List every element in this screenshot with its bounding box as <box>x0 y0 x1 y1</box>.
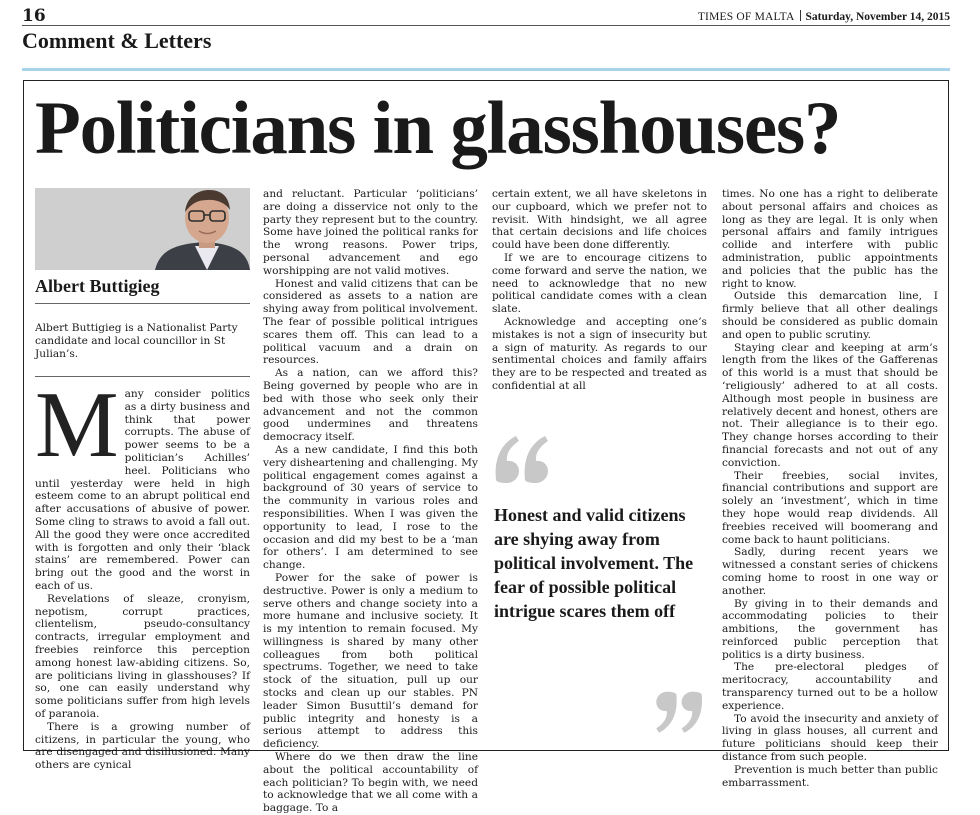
paragraph: Revelations of sleaze, cronyism, nepotism, corrupt practices, clientelism, pseudo-consultancy contracts, irregular employment and freebies reinforce this perception among honest law-abiding citizens. So, are politicians living in glasshouses? If so, one can easily understand why some politicians suffer from high levels of paranoia. <box>35 592 250 720</box>
section-accent-line <box>22 68 950 71</box>
paragraph: certain extent, we all have skeletons in our cupboard, which we prefer not to revisit. With hindsight, we all agree that certain decisions and life choices could have been done differently. <box>492 188 707 252</box>
paragraph: Power for the sake of power is destructive. Power is only a medium to serve others and change society into a more humane and inclusive society. It is my intention to remain focused. My willingness is shared by many other colleagues from both political spectrums. Together, we need to take stock of the situation, pull up our stocks and clean up our stables. PN leader Simon Busuttil’s demand for public integrity and honesty is a serious attempt to address this deficiency. <box>263 571 478 751</box>
paragraph: times. No one has a right to deliberate about personal affairs and choices as long as they are legal. It is only when personal affairs and family intrigues collide and interfere with public administration, public appointments and policies that the public has the right to know. <box>722 188 938 290</box>
paragraph: As a nation, can we afford this? Being governed by people who are in bed with those who seek only their advancement and not the common good undermines and threatens democracy itself. <box>263 367 478 444</box>
paragraph: Their freebies, social invites, financial contributions and support are solely an ‘investment’, which in time they hope would reap dividends. All freebies received will boomerang and come back to haunt politicians. <box>722 469 938 546</box>
article-column-2 <box>263 188 478 815</box>
paragraph: Honest and valid citizens that can be considered as assets to a nation are shying away from political involvement. The fear of possible political intrigues scares them off. This can lead to a political vacuum and a drain on resources. <box>263 277 478 367</box>
paragraph: Staying clear and keeping at arm’s length from the likes of the Gafferenas of this world is a must that should be ‘religiously’ adhered to at all costs. Although most people in business are relatively decent and honest, others are not. Their allegiance is to their ego. They change horses according to their financial forecasts and not out of any conviction. <box>722 341 938 469</box>
page-number: 16 <box>22 6 46 26</box>
headline: Politicians in glasshouses? <box>35 87 841 170</box>
author-divider <box>35 303 250 304</box>
author-name: Albert Buttigieg <box>35 276 160 296</box>
pull-quote: Honest and valid citizens are shying away from political involvement. The fear of possible political intrigue scares them off <box>494 505 694 621</box>
paragraph: Outside this demarcation line, I firmly believe that all other dealings should be considered as public domain and open to public scrutiny. <box>722 290 938 341</box>
article-column-3 <box>492 188 707 392</box>
paragraph: As a new candidate, I find this both very disheartening and challenging. My political engagement comes against a background of 30 years of service to the community in various roles and responsibilities. When I was given the opportunity to lead, I rose to the occasion and did my best to be a ‘man for others’. I am determined to see change. <box>263 443 478 572</box>
paragraph: any consider politics as a dirty business and think that power corrupts. The abuse of power seems to be a politician’s Achilles’ heel. Politicians who until yesterday were held in high esteem come to an abrupt political end after accusations of abusive of power. Some cling to straws to avoid a fall out. All the good they were once accredited with is forgotten and only their ‘black stains’ are remembered. Power can bring out the good and the worst in each of us. <box>35 388 250 592</box>
paragraph: Where do we then draw the line about the political accountability of each politician? To begin with, we need to acknowledge that we all come with a baggage. To a <box>263 751 478 815</box>
paragraph: If we are to encourage citizens to come forward and serve the nation, we need to acknowledge that no new political candidate comes with a clean slate. <box>492 251 707 316</box>
drop-cap: M <box>35 373 119 477</box>
article-column-4 <box>722 188 938 789</box>
publication-date: Saturday, November 14, 2015 <box>805 11 950 23</box>
section-title: Comment & Letters <box>22 28 212 53</box>
paragraph: Sadly, during recent years we witnessed a constant series of chickens coming home to roost in one way or another. <box>722 546 938 597</box>
header-rule <box>22 25 950 26</box>
masthead-divider <box>800 10 801 21</box>
paragraph: To avoid the insecurity and anxiety of living in glass houses, all current and future politicians should keep their distance from such people. <box>722 712 938 764</box>
paragraph: By giving in to their demands and accommodating policies to their ambitions, the government has reinforced public perception that politics is a dirty business. <box>722 597 938 661</box>
portrait-illustration <box>35 188 250 270</box>
close-quote-icon <box>652 690 706 738</box>
author-bio: Albert Buttigieg is a Nationalist Party candidate and local councillor in St Julian’s. <box>35 322 238 360</box>
paragraph: Acknowledge and accepting one’s mistakes is not a sign of insecurity but a sign of maturity. As regards to our sentimental choices and family affairs they are to be respected and treated as confidential at all <box>492 315 707 392</box>
paragraph: and reluctant. Particular ‘politicians’ are doing a disservice not only to the party they represent but to the country. Some have joined the political ranks for the wrong reasons. Power trips, personal advancement and ego worshipping are not valid motives. <box>263 188 478 277</box>
author-portrait <box>35 188 250 270</box>
paragraph: The pre-electoral pledges of meritocracy, accountability and transparency turned out to be a hollow experience. <box>722 661 938 712</box>
open-quote-icon <box>492 430 552 485</box>
publication-name: TIMES OF MALTA <box>697 11 795 23</box>
paragraph: Prevention is much better than public embarrassment. <box>722 763 938 789</box>
article-column-1 <box>35 373 250 772</box>
masthead <box>698 10 950 23</box>
paragraph: There is a growing number of citizens, in particular the young, who are disengaged and disillusioned. Many others are cynical <box>35 720 250 772</box>
